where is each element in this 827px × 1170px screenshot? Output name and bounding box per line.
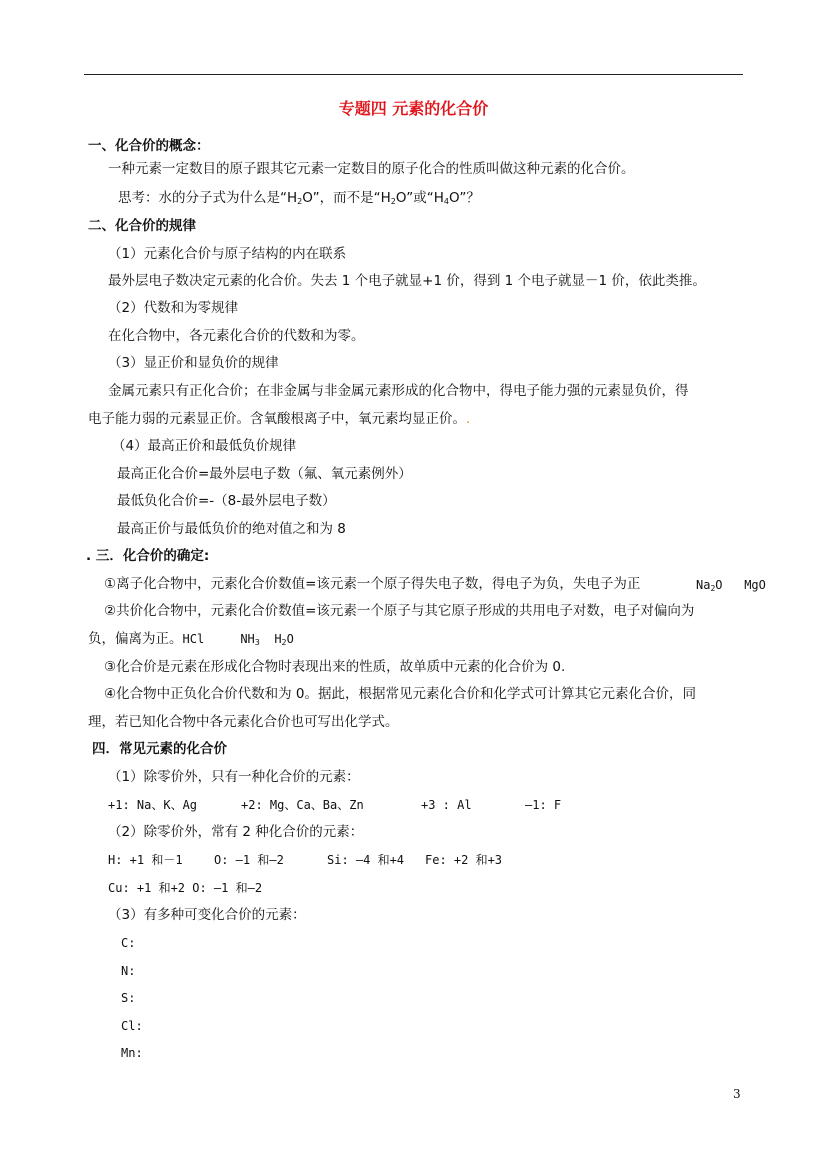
valence-plus3: +3 : Al bbox=[421, 798, 472, 812]
subscript: 2 bbox=[281, 638, 287, 647]
valence-h: H: +1 和－1 bbox=[108, 853, 183, 867]
section-heading-determination: . 三．化合价的确定: bbox=[86, 548, 210, 564]
rule-3-text-line2 bbox=[88, 410, 470, 428]
question-part: O”或“H bbox=[395, 190, 444, 206]
section-heading-concept: 一、化合价的概念： bbox=[88, 138, 210, 154]
formula-h2o-h: H bbox=[274, 632, 282, 646]
formula-nh3: NH bbox=[240, 632, 255, 646]
question-part: O”？ bbox=[449, 190, 480, 206]
point-2-text: 负，偏离为正。 bbox=[88, 631, 183, 647]
determination-point-1: ①离子化合物中，元素化合价数值=该元素一个原子得失电子数，得电子为负，失电子为正 bbox=[104, 576, 641, 592]
common-2-heading: （2）除零价外，常有 2 种化合价的元素： bbox=[108, 824, 364, 840]
formula-mgo: MgO bbox=[744, 578, 766, 592]
rule-3-heading: （3）显正价和显负价的规律 bbox=[108, 355, 279, 371]
subscript: 2 bbox=[710, 584, 716, 593]
formula-na: Na bbox=[696, 578, 711, 592]
rule-1-text: 最外层电子数决定元素的化合价。失去 1 个电子就显+1 价，得到 1 个电子就显－1 价，依此类推。 bbox=[108, 273, 706, 289]
rule-4-line2: 最低负化合价=-（8-最外层电子数） bbox=[117, 493, 336, 509]
question-part: O”，而不是“H bbox=[302, 190, 391, 206]
rule-3-text: 电子能力弱的元素显正价。含氧酸根离子中，氧元素均显正价。 bbox=[88, 411, 466, 427]
formula-h2o-o: O bbox=[286, 632, 294, 646]
valence-o: O: —1 和—2 bbox=[214, 853, 284, 867]
question-part: 思考：水的分子式为什么是“H bbox=[118, 190, 298, 206]
element-cl: Cl: bbox=[121, 1019, 143, 1033]
rule-2-heading: （2）代数和为零规律 bbox=[108, 300, 239, 316]
page-title: 专题四 元素的化合价 bbox=[338, 99, 489, 118]
rule-4-line3: 最高正价与最低负价的绝对值之和为 8 bbox=[117, 521, 346, 537]
valence-plus1: +1: Na、K、Ag bbox=[108, 798, 198, 812]
subscript: 3 bbox=[254, 638, 260, 647]
subscript: 2 bbox=[297, 197, 303, 206]
valence-minus1: —1: F bbox=[525, 798, 562, 812]
subscript: 2 bbox=[390, 197, 396, 206]
section-heading-rules: 二、化合价的规律 bbox=[88, 218, 196, 234]
rule-1-heading: （1）元素化合价与原子结构的内在联系 bbox=[108, 246, 347, 262]
formula-o: O bbox=[715, 578, 723, 592]
concept-definition: 一种元素一定数目的原子跟其它元素一定数目的原子化合的性质叫做这种元素的化合价。 bbox=[108, 161, 635, 177]
rule-3-text-line1: 金属元素只有正化合价；在非金属与非金属元素形成的化合物中，得电子能力强的元素显负价，得 bbox=[108, 383, 689, 399]
section-heading-common: 四．常见元素的化合价 bbox=[92, 741, 227, 757]
ionic-examples bbox=[696, 576, 766, 598]
rule-4-heading: （4）最高正价和最低负价规律 bbox=[112, 438, 297, 454]
concept-question bbox=[118, 189, 480, 211]
rule-4-line1: 最高正化合价=最外层电子数（氟、氧元素例外） bbox=[117, 466, 412, 482]
determination-point-4-line1: ④化合物中正负化合价代数和为 0。据此，根据常见元素化合价和化学式可计算其它元素化合价，同 bbox=[104, 686, 696, 702]
valence-si: Si: —4 和+4 bbox=[327, 853, 405, 867]
element-c: C: bbox=[121, 936, 136, 950]
rule-2-text: 在化合物中，各元素化合价的代数和为零。 bbox=[108, 328, 365, 344]
page-number: 3 bbox=[733, 1087, 741, 1101]
determination-point-4-line2: 理，若已知化合物中各元素化合价也可写出化学式。 bbox=[88, 714, 399, 730]
header-rule bbox=[84, 74, 743, 75]
element-n: N: bbox=[121, 964, 136, 978]
valence-fe: Fe: +2 和+3 bbox=[425, 853, 503, 867]
formula-hcl: HCl bbox=[182, 632, 205, 646]
stray-dot: . bbox=[466, 411, 471, 427]
element-s: S: bbox=[121, 991, 136, 1005]
element-mn: Mn: bbox=[121, 1046, 143, 1060]
subscript: 4 bbox=[443, 197, 449, 206]
determination-point-2-line2 bbox=[88, 630, 294, 652]
valence-cu: Cu: +1 和+2 O: —1 和—2 bbox=[108, 881, 263, 895]
common-3-heading: （3）有多种可变化合价的元素： bbox=[108, 907, 306, 923]
valence-plus2: +2: Mg、Ca、Ba、Zn bbox=[241, 798, 364, 812]
determination-point-3: ③化合价是元素在形成化合物时表现出来的性质，故单质中元素的化合价为 0. bbox=[104, 659, 566, 675]
common-1-heading: （1）除零价外，只有一种化合价的元素： bbox=[108, 769, 360, 785]
determination-point-2-line1: ②共价化合物中，元素化合价数值=该元素一个原子与其它原子形成的共用电子对数，电子对偏向为 bbox=[104, 603, 695, 619]
